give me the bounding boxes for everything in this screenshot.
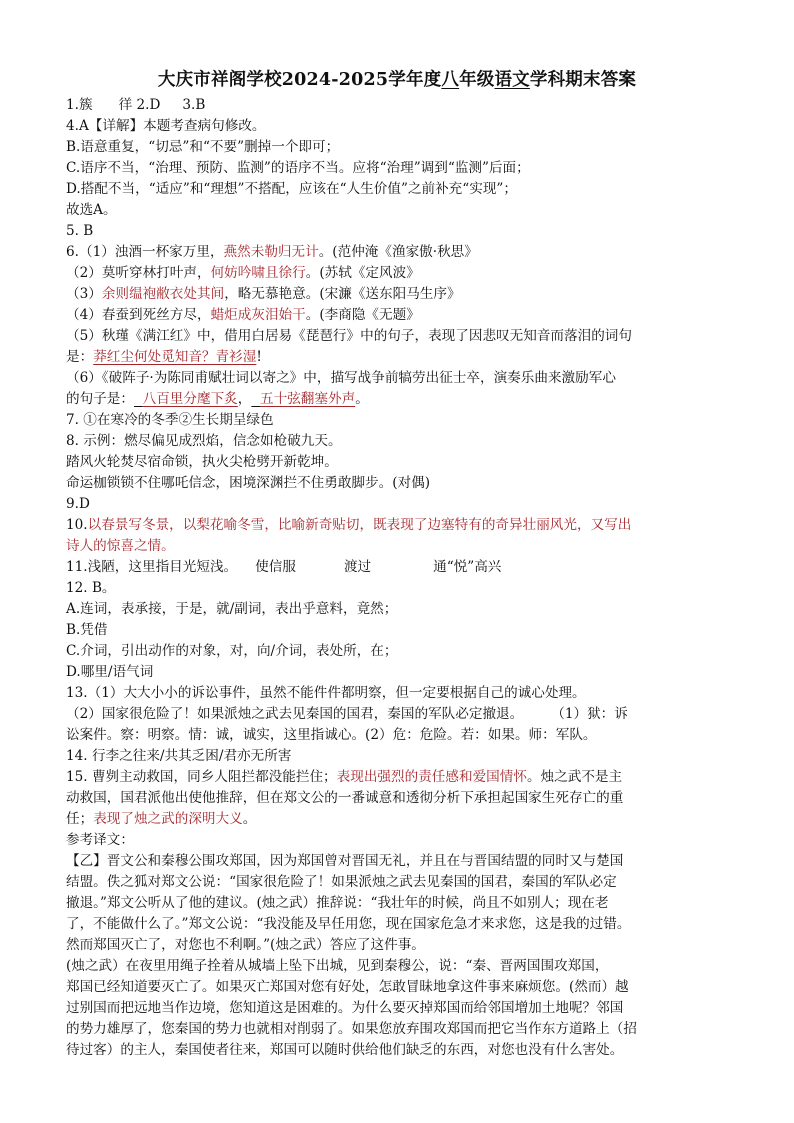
q6-6-comma: ， [237,391,252,407]
answer-q13-2 [66,705,628,724]
q6-2-prompt: （2）莫听穿林打叶声， [66,265,211,281]
translation-line: (烛之武）在夜里用绳子拴着从城墙上坠下出城，见到秦穆公，说：“秦、晋两国围攻郑国， [66,958,609,974]
q6-5-answer: 莽红尘何处觅知音？青衫湿 [93,349,257,365]
title-subject: 语文 [494,70,530,90]
answer-q12-b: B.凭借 [66,622,108,638]
answer-q6-2 [66,264,420,283]
answer-q1: 1.簇 [66,97,93,113]
q11-b: 使信服 [255,559,296,575]
translation-line: 结盟。佚之狐对郑文公说：“国家很危险了！如果派烛之武去见秦国的国君，秦国的军队必定 [66,874,617,890]
answer-q11 [66,558,501,577]
q15-3-lead: 任； [66,811,94,827]
answer-q5: 5. B [66,223,94,239]
answer-q8-2: 踏风火轮焚尽宿命锁，执火尖枪劈开新乾坤。 [66,454,338,470]
q6-6-end: 。 [355,391,369,407]
answer-q6-5: （5）秋瑾《满江红》中，借用白居易《琵琶行》中的句子，表现了因悲叹无知音而落泪的词句 [66,328,632,344]
answer-q15-2: 动救国，国君派他出使他推辞，但在郑文公的一番诚意和透彻分析下承担起国家生死存亡的重 [66,790,624,806]
answer-q8-3: 命运枷锁锁不住哪吒信念，困境深渊拦不住勇敢脚步。(对偶) [66,475,431,491]
translation-line: 然而郑国灭亡了，对您也不利啊。”(烛之武）答应了这件事。 [66,937,425,953]
answer-q6-3 [66,285,461,304]
answer-q13-notes: 讼案件。察：明察。情：诚，诚实，这里指诚心。(2）危：危险。若：如果。师：军队。 [66,727,597,743]
page-title [0,66,794,91]
q6-6-answer-1: 八百里分麾下炙 [142,391,238,407]
q6-2-answer: 何妨吟啸且徐行 [210,265,306,281]
answer-q12-head: 12. B。 [66,580,116,596]
translation-line: 郑国已经知道要灭亡了。如果灭亡郑国对您有好处，怎敢冒昧地拿这件事来麻烦您。(然而）越 [66,979,629,995]
answer-q10 [66,516,631,535]
translation-line: 过别国而把远地当作边境，您知道这是困难的。为什么要灭掉郑国而给邻国增加土地呢？邻国 [66,1000,624,1016]
translation-line: 待过客）的主人，秦国使者往来，郑国可以随时供给他们缺乏的东西，对您也没有什么害处。 [66,1042,624,1058]
q15-1-answer: 表现出强烈的责任感和爱国情怀 [336,769,527,785]
translation-line: 撤退。”郑文公听从了他的建议。(烛之武）推辞说：“我壮年的时候，尚且不如别人；现在老 [66,895,609,911]
answer-q4-c: C.语序不当，“治理、预防、监测”的语序不当。应将“治理”调到“监测”后面； [66,160,530,176]
q6-1-prompt: 6.（1）浊酒一杯家万里， [66,244,224,260]
q6-1-answer: 燕然未勒归无计 [223,244,319,260]
answer-q12-a: A.连词，表承接，于是，就/副词，表出乎意料，竟然； [66,601,398,617]
title-grade: 八 [441,70,460,90]
title-prefix: 大庆市祥阁学校2024-2025学年度 [157,70,442,90]
q6-4-answer: 蜡炬成灰泪始干 [210,307,306,323]
answer-q4-head: 4.A【详解】本题考查病句修改。 [66,118,266,134]
answer-q7: 7. ①在寒冷的冬季②生长期呈绿色 [66,412,274,428]
answer-q15-3 [66,810,256,829]
q10-number: 10. [66,517,88,533]
answer-q4-d: D.搭配不当，“适应”和“理想”不搭配，应该在“人生价值”之前补充“实现”； [66,181,517,197]
reference-translation-heading: 参考译文： [66,832,134,848]
answer-q6-5-cont [66,348,262,367]
answer-q1-3 [66,96,205,115]
title-mid: 年级 [459,70,495,90]
q13-2-translation: （2）国家很危险了！如果派烛之武去见秦国的国君，秦国的军队必定撤退。 [66,706,524,722]
translation-line: 的势力雄厚了，您秦国的势力也就相对削弱了。如果您放弃围攻郑国而把它当作东方道路上（招 [66,1021,637,1037]
answer-q12-d: D.哪里/语气词 [66,664,154,680]
q11-a: 11.浅陋，这里指目光短浅。 [66,559,238,575]
q6-1-source: 。(范仲淹《渔家傲·秋思》 [318,244,478,260]
q15-3-end: 。 [242,811,257,827]
q6-4-prompt: （4）春蚕到死丝方尽， [66,307,211,323]
q6-3-answer: 余则缊袍敝衣处其间 [101,286,225,302]
q11-c: 渡过 [343,559,372,575]
q11-d: 通“悦”高兴 [433,559,502,575]
q15-1-cont: 。烛之武不是主 [526,769,623,785]
translation-line: 了，不能做什么了。”郑文公说：“我没能及早任用您，现在国家危急才来求您，这是我的过错。 [66,916,631,932]
answer-q2: 徉 2.D [118,97,161,113]
answer-q14: 14. 行李之往来/共其乏困/君亦无所害 [66,748,292,764]
q6-3-source: ，略无慕艳意。(宋濂《送东阳马生序》 [224,286,461,302]
q6-5-mark: ! [256,349,262,365]
answer-q4-b: B.语意重复，“切忌”和“不要”删掉一个即可； [66,139,340,155]
answer-q3: 3.B [182,97,206,113]
answer-q12-c: C.介词，引出动作的对象，对，向/介词，表处所，在； [66,643,398,659]
q6-5-lead: 是： [66,349,94,365]
q6-3-prompt: （3） [66,286,102,302]
q6-2-source: 。(苏轼《定风波》 [305,265,420,281]
q6-4-source: 。(李商隐《无题》 [305,307,420,323]
translation-line: 【乙】晋文公和秦穆公围攻郑国，因为郑国曾对晋国无礼，并且在与晋国结盟的同时又与楚国 [66,853,624,869]
answer-q4-end: 故选A。 [66,202,117,218]
title-suffix: 学科期末答案 [529,70,637,90]
answer-q9: 9.D [66,496,90,512]
q6-6-lead: 的句子是： [66,391,134,407]
answer-q6-6: （6）《破阵子·为陈同甫赋壮词以寄之》中，描写战争前犒劳出征士卒，演奏乐曲来激励军心 [66,370,616,386]
q13-notes-start: （1）狱：诉 [551,706,628,722]
answer-q6-6-cont [66,390,369,409]
answer-q10-cont: 诗人的惊喜之情。 [66,538,175,554]
answer-q8-1: 8. 示例：燃尽偏见成烈焰，信念如枪破九天。 [66,433,342,449]
q10-answer: 以春景写冬景，以梨花喻冬雪，比喻新奇贴切，既表现了边塞特有的奇异壮丽风光，又写出 [87,517,632,533]
answer-q6-4 [66,306,420,325]
answer-q6-1 [66,243,478,262]
q15-1-lead: 15. 曹刿主动救国，同乡人阻拦都没能拦住； [66,769,337,785]
q15-3-answer: 表现了烛之武的深明大义 [93,811,243,827]
answer-q13-1: 13.（1）大大小小的诉讼事件，虽然不能件件都明察，但一定要根据自己的诚心处理。 [66,685,586,701]
answer-q15-1 [66,768,622,787]
q6-6-answer-2: 五十弦翻塞外声 [260,391,356,407]
